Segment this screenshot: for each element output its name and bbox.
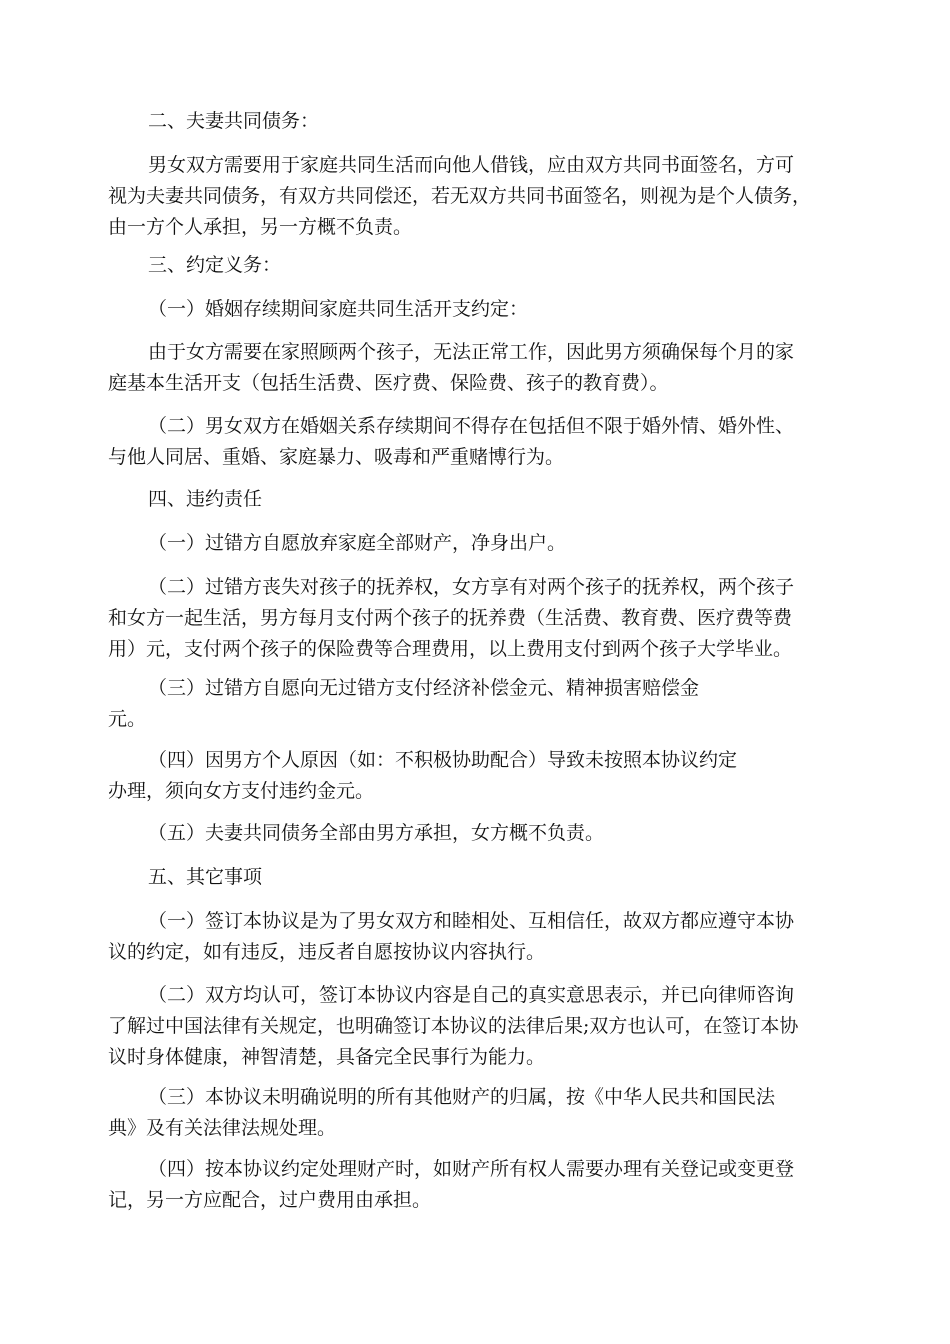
paragraph-line: （二）双方均认可，签订本协议内容是自己的真实意思表示，并已向律师咨询 xyxy=(148,984,795,1006)
paragraph-line: （三）过错方自愿向无过错方支付经济补偿金元、精神损害赔偿金 xyxy=(148,677,700,699)
paragraph-line: （四）按本协议约定处理财产时，如财产所有权人需要办理有关登记或变更登 xyxy=(148,1158,795,1180)
section-heading-agreed-obligations xyxy=(108,250,848,281)
clause-purpose xyxy=(108,906,848,968)
section-heading-other-matters xyxy=(108,862,848,893)
paragraph-joint-debt-rule xyxy=(108,150,848,243)
paragraph-line: 用）元，支付两个孩子的保险费等合理费用，以上费用支付到两个孩子大学毕业。 xyxy=(108,638,793,660)
paragraph-line: 三、约定义务： xyxy=(148,254,282,276)
paragraph-line: （三）本协议未明确说明的所有其他财产的归属，按《中华人民共和国民法 xyxy=(148,1086,776,1108)
clause-property-forfeit xyxy=(108,528,848,559)
clause-registration xyxy=(108,1154,848,1216)
clause-marital-conduct xyxy=(108,411,848,473)
clause-household-expenses xyxy=(108,294,848,325)
paragraph-line: 议时身体健康，神智清楚，具备完全民事行为能力。 xyxy=(108,1046,546,1068)
clause-acknowledgement xyxy=(108,980,848,1073)
paragraph-line: 视为夫妻共同债务，有双方共同偿还，若无双方共同书面签名，则视为是个人债务， xyxy=(108,185,812,207)
paragraph-line: 男女双方需要用于家庭共同生活而向他人借钱，应由双方共同书面签名，方可 xyxy=(148,154,795,176)
paragraph-line: （一）过错方自愿放弃家庭全部财产，净身出户。 xyxy=(148,532,567,554)
paragraph-line: 庭基本生活开支（包括生活费、医疗费、保险费、孩子的教育费）。 xyxy=(108,372,669,394)
clause-unspecified-property xyxy=(108,1082,848,1144)
paragraph-line: 记，另一方应配合，过户费用由承担。 xyxy=(108,1189,432,1211)
section-heading-liability xyxy=(108,484,848,515)
paragraph-line: （二）男女双方在婚姻关系存续期间不得存在包括但不限于婚外情、婚外性、 xyxy=(148,415,795,437)
clause-breach-penalty xyxy=(108,745,848,807)
paragraph-line: 二、夫妻共同债务： xyxy=(148,110,320,132)
paragraph-line: 与他人同居、重婚、家庭暴力、吸毒和严重赌博行为。 xyxy=(108,446,565,468)
clause-custody xyxy=(108,572,848,665)
paragraph-line: 办理，须向女方支付违约金元。 xyxy=(108,780,375,802)
paragraph-line: （二）过错方丧失对孩子的抚养权，女方享有对两个孩子的抚养权，两个孩子 xyxy=(148,576,795,598)
paragraph-line: （四）因男方个人原因（如：不积极协助配合）导致未按照本协议约定 xyxy=(148,749,738,771)
paragraph-line: （一）婚姻存续期间家庭共同生活开支约定： xyxy=(148,298,529,320)
paragraph-line: 由于女方需要在家照顾两个孩子，无法正常工作，因此男方须确保每个月的家 xyxy=(148,341,795,363)
paragraph-line: 五、其它事项 xyxy=(148,866,263,888)
paragraph-line: 典》及有关法律法规处理。 xyxy=(108,1117,337,1139)
clause-debt-responsibility xyxy=(108,818,848,849)
paragraph-line: （一）签订本协议是为了男女双方和睦相处、互相信任，故双方都应遵守本协 xyxy=(148,910,795,932)
paragraph-line: 议的约定，如有违反，违反者自愿按协议内容执行。 xyxy=(108,941,546,963)
paragraph-line: 由一方个人承担，另一方概不负责。 xyxy=(108,216,413,238)
paragraph-household-expenses-detail xyxy=(108,337,848,399)
paragraph-line: （五）夫妻共同债务全部由男方承担，女方概不负责。 xyxy=(148,822,605,844)
paragraph-line: 四、违约责任 xyxy=(148,488,263,510)
paragraph-line: 元。 xyxy=(108,708,147,730)
clause-compensation xyxy=(108,673,848,735)
paragraph-line: 和女方一起生活，男方每月支付两个孩子的抚养费（生活费、教育费、医疗费等费 xyxy=(108,607,793,629)
section-heading-joint-debt xyxy=(108,106,848,137)
paragraph-line: 了解过中国法律有关规定，也明确签订本协议的法律后果;双方也认可，在签订本协 xyxy=(108,1015,799,1037)
